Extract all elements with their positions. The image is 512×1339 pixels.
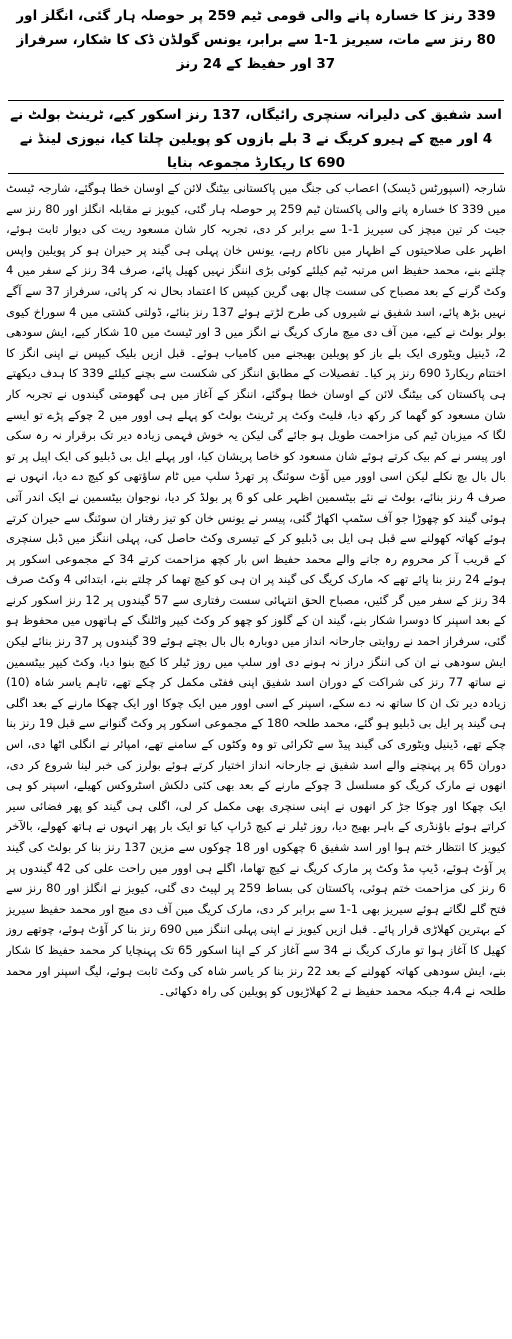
main-headline: 339 رنز کا خسارہ پانے والی قومی ٹیم 259 پر حوصلہ ہار گئی، انگلز اور 80 رنز سے مات، سیریز 1-1 سے برابر، یونس گولڈن ڈک کا شکار، سرفراز 37 اور حفیظ کے 24 رنز — [16, 8, 496, 72]
sub-headline: اسد شفیق کی دلیرانہ سنچری رائیگاں، 137 رنز اسکور کیے، ٹرینٹ بولٹ نے 4 اور میچ کے ہیرو کریگ نے 3 بلے بازوں کو پویلین چلتا کیا، نیوزی لینڈ نے 690 کا ریکارڈ مجموعہ بنایا — [10, 107, 502, 171]
article-body: شارجہ (اسپورٹس ڈیسک) اعصاب کی جنگ میں پاکستانی بیٹنگ لائن کے اوسان خطا ہوگئے، شارجہ ٹیسٹ میں 339 کا خسارہ پانے والی پاکستان ٹیم 259 پر حوصلہ ہار گئی، کیویز نے مقابلہ انگلز اور 80 رنز سے جیت کر تین میچز کی سیریز 1-1 سے برابر کر دی، تجربہ کار شان مسعود ریت کی دیوار ثابت ہوئے، اظہر علی صلاحیتوں کے اظہار میں ناکام رہے، یونس خان پہلی ہی گیند پر حیران ہو کر پویلین واپس چلتے بنے، محمد حفیظ اس مرتبہ ٹیم کیلئے کوئی بڑی اننگز نہیں کھیل پائے، صرف 34 رنز کے سفر میں 4 وکٹ گرنے کے بعد مصباح کی سست چال بھی گرین کیپس کا اعتماد بحال نہ کر پائی، سرفراز 37 سے آگے نہیں بڑھ پائے، اسد شفیق نے شیروں کی طرح لڑتے ہوئے 137 رنز بنائے، ڈولتی کشتی میں 4 سوراخ کیوی بولر بولٹ نے کیے، مین آف دی میچ مارک کریگ نے انگز میں 3 اور ٹیسٹ میں 10 شکار کیے، ایش سودھی 2، ڈینیل ویٹوری ایک بلے باز کو پویلین بھیجنے میں کامیاب ہوئے۔ قبل ازیں بلیک کیپس نے اپنی انگز کا اختتام ریکارڈ 690 رنز پر کیا۔ تفصیلات کے مطابق اننگز کی شکست سے بچنے کیلئے 339 کا ہدف دیکھتے ہی پاکستان کی بیٹنگ لائن کے اوسان خطا ہوگئے، اننگز کے آغاز میں ہی گھومتی گیندوں نے تجربہ کار شان مسعود کو گھما کر رکھ دیا، فلیٹ وکٹ پر ٹرینٹ بولٹ کو پہلے ہی اوور میں 2 چوکے پڑے تو ایسے لگا کہ میزبان ٹیم کی مزاحمت طویل ہو جائے گی لیکن یہ خوش فہمی زیادہ دیر تک برقرار نہ رہ سکی اور پیسر نے کم بیک کرتے ہوئے شان مسعود کو خاصا پریشان کیا، اور پہلے ایل بی ڈبلیو کی ایک اپیل پر تو بال بال بچ نکلے لیکن اسی اوور میں آؤٹ سوئنگ پر تھرڈ سلپ میں ٹام ساؤتھی کو کیچ دے دیا، انہوں نے صرف 4 رنز بنائے، بولٹ نے نئے بیٹسمین اظہر علی کو 6 پر بولڈ کر دیا، نوجوان بیٹسمین نے ایک اندر آتی ہوئی گیند کو چھوڑا جو آف سٹمپ اکھاڑ گئی، پیسر نے یونس خان کو تیز رفتار ان سوئنگ سے حیران کرتے ہوئے کھاتہ کھولنے سے قبل ہی ایل بی ڈبلیو کر کے تیسری وکٹ حاصل کی، پہلی اننگز میں ڈبل سنچری کے قریب آ کر محروم رہ جانے والے محمد حفیظ اس بار کچھ مزاحمت کرتے 34 کے مجموعی اسکور پر ہوئے 24 رنز بنا پائے تھے کہ مارک کریگ کی گیند پر ان ہی کو کیچ تھما کر چلتے بنے، ابتدائی 4 وکٹ صرف 34 رنز کے سفر میں گر گئیں، مصباح الحق انتہائی سست رفتاری سے 57 گیندوں پر 12 رنز اسکور کرنے کے بعد اسپنر کا دوسرا شکار بنے، گیند ان کے گلوز کو چھو کر وکٹ کیپر واٹلنگ کے ہاتھوں میں محفوظ ہو گئی، سرفراز احمد نے روایتی جارحانہ انداز میں دوبارہ بال بال بچتے ہوئے 39 گیندوں پر 37 رنز بنائے لیکن ایش سودھی نے ان کی اننگز دراز نہ ہونے دی اور سلپ میں روز ٹیلر کا کیچ بنوا دیا، وکٹ کیپر بیٹسمین نے ساتھ 77 رنز کی شراکت کے دوران اسد شفیق اپنی ففٹی مکمل کر چکے تھے، تاہم یاسر شاہ (10) زیادہ دیر تک ان کا ساتھ نہ دے سکے، اسپنر کے اسی اوور میں ایک چوکا اور ایک چھکا مارنے کے بعد اگلی ہی گیند پر ایل بی ڈبلیو ہو گئے، محمد طلحہ 180 کے مجموعی اسکور پر وکٹ گنوانے سے قبل 19 رنز بنا چکے تھے، ڈینیل ویٹوری کی گیند پیڈ سے ٹکرائی تو وہ وکٹوں کے سامنے تھے، امپائر نے انگلی اٹھا دی، اس دوران 65 پر پہنچنے والے اسد شفیق نے جارحانہ انداز اختیار کرتے ہوئے بولرز کی خبر لینا شروع کر دی، انھوں نے مارک کریگ کو مسلسل 3 چوکے مارنے کے بعد بھی کئی دلکش اسٹروکس کھیلے، اسپنر کو ہی ایک چھکا اور چوکا جڑ کر انھوں نے اپنی سنچری بھی مکمل کر لی، اگلی ہی گیند کو پھر فضائی سیر کراتے ہوئے باؤنڈری کے باہر بھیج دیا، روز ٹیلر نے کیچ ڈراپ کیا تو ایک بار پھر انہوں نے ہاتھ کھولے، بالآخر کیویز کا انتظار ختم ہوا اور اسد شفیق 6 چھکوں اور 18 چوکوں سے مزین 137 رنز بنا کر بولٹ کی گیند پر آؤٹ ہوئے، ڈیپ مڈ وکٹ پر مارک کریگ نے کیچ تھاما، اگلے ہی اوور میں راحت علی کی 42 گیندوں پر 6 رنز کی مزاحمت ختم ہوئی، پاکستان کی بساط 259 پر لپیٹ دی گئی، کیویز نے انگلز اور 80 رنز سے فتح گلے لگاتے ہوئے سیریز بھی 1-1 سے برابر کر دی، مارک کریگ مین آف دی میچ اور محمد حفیظ سیریز کے بہترین کھلاڑی قرار پائے۔ قبل ازیں کیویز نے اپنی پہلی اننگز میں 690 رنز بنا کر آؤٹ ہوئے، چوتھے روز کھیل کا آغاز ہوا تو مارک کریگ نے 34 سے آغاز کر کے اپنا اسکور 65 تک پہنچایا کر محمد حفیظ کا شکار بنے، ایش سودھی کھاتہ کھولنے کے بعد 22 رنز بنا کر یاسر شاہ کی وکٹ ثابت ہوئے، لیگ اسپنر اور محمد طلحہ نے 4،4 جبکہ محمد حفیظ نے 2 کھلاڑیوں کو پویلین کی راہ دکھائی۔ — [6, 181, 506, 999]
